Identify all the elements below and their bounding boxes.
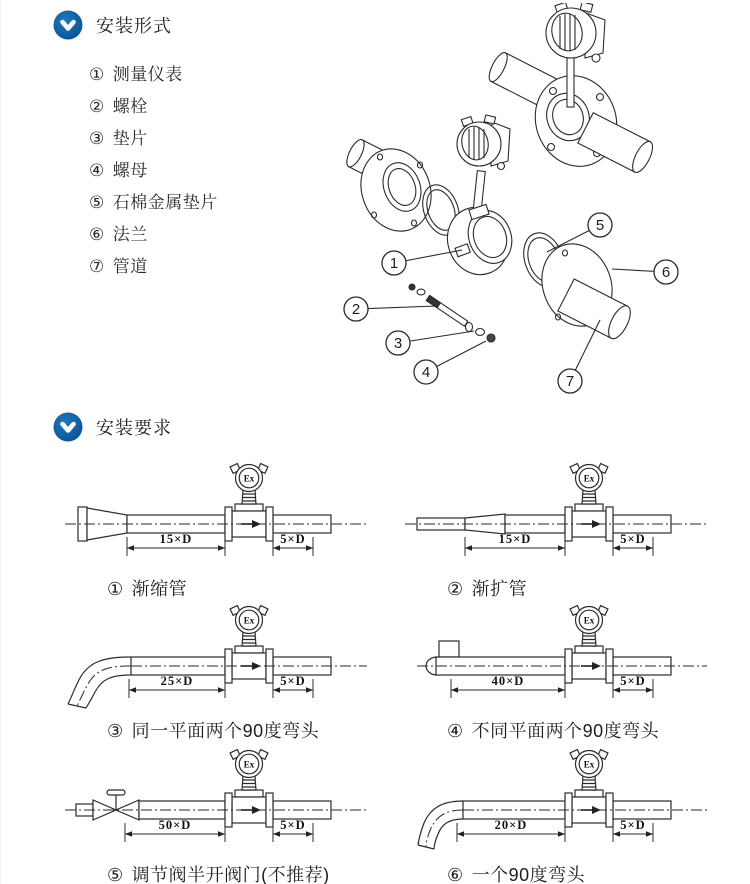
svg-text:5×D: 5×D [280, 532, 306, 546]
svg-text:7: 7 [565, 373, 575, 390]
diagram-caption [107, 717, 373, 743]
part-number: ⑥ [89, 225, 105, 244]
svg-text:4: 4 [421, 364, 431, 381]
section-title: 安装要求 [96, 418, 172, 438]
pipe-diagram-5 [61, 748, 371, 854]
diagram-caption-text: 不同平面两个90度弯头 [471, 721, 660, 741]
svg-text:5×D: 5×D [620, 818, 646, 832]
pipe-diagram-1 [61, 462, 371, 568]
requirement-diagram-3 [61, 604, 373, 743]
diagram-caption-text: 调节阀半开阀门(不推荐) [131, 865, 330, 884]
requirement-diagram-4 [401, 604, 713, 743]
diagram-caption [107, 575, 373, 601]
part-item-7 [89, 251, 218, 283]
svg-text:2: 2 [351, 301, 361, 318]
svg-text:Ex: Ex [583, 473, 595, 484]
diagram-number: ③ [107, 721, 124, 741]
diagram-caption-text: 渐扩管 [471, 579, 528, 599]
svg-text:Ex: Ex [243, 615, 255, 626]
svg-text:5×D: 5×D [280, 818, 306, 832]
diagram-caption [107, 861, 373, 884]
svg-text:50×D: 50×D [158, 818, 192, 832]
svg-text:6: 6 [661, 264, 671, 281]
part-label: 测量仪表 [112, 65, 183, 84]
chevron-down-icon[interactable] [53, 10, 83, 40]
svg-text:Ex: Ex [583, 759, 595, 770]
diagram-number: ① [107, 579, 124, 599]
section-title: 安装形式 [96, 16, 172, 36]
svg-text:5×D: 5×D [620, 674, 646, 688]
svg-text:3: 3 [393, 335, 403, 352]
part-number: ③ [89, 129, 105, 148]
svg-text:15×D: 15×D [498, 532, 532, 546]
part-item-5 [89, 187, 218, 219]
diagram-number: ⑥ [447, 865, 464, 884]
part-label: 石棉金属垫片 [112, 193, 218, 212]
part-number: ⑦ [89, 257, 105, 276]
part-item-6 [89, 219, 218, 251]
svg-text:15×D: 15×D [159, 532, 193, 546]
diagram-caption-text: 同一平面两个90度弯头 [131, 721, 320, 741]
part-item-4 [89, 155, 218, 187]
svg-text:Ex: Ex [583, 615, 595, 626]
diagram-number: ② [447, 579, 464, 599]
svg-text:Ex: Ex [243, 473, 255, 484]
svg-text:5×D: 5×D [620, 532, 646, 546]
part-number: ⑤ [89, 193, 105, 212]
diagram-caption [447, 575, 713, 601]
svg-text:5: 5 [595, 217, 605, 234]
svg-text:20×D: 20×D [494, 818, 528, 832]
requirement-diagram-2 [401, 462, 713, 601]
pipe-diagram-3 [61, 604, 371, 710]
part-item-2 [89, 91, 218, 123]
diagram-caption [447, 861, 713, 884]
pipe-diagram-2 [401, 462, 711, 568]
part-label: 螺栓 [112, 97, 148, 116]
requirement-diagram-6 [401, 748, 713, 884]
exploded-assembly-diagram [334, 3, 744, 400]
part-item-3 [89, 123, 218, 155]
part-number: ④ [89, 161, 105, 180]
requirement-diagram-1 [61, 462, 373, 601]
svg-text:40×D: 40×D [491, 674, 525, 688]
svg-text:5×D: 5×D [280, 674, 306, 688]
part-label: 法兰 [112, 225, 148, 244]
part-number: ① [89, 65, 105, 84]
requirement-diagram-5 [61, 748, 373, 884]
chevron-down-icon[interactable] [53, 412, 83, 442]
svg-text:1: 1 [389, 255, 399, 272]
part-label: 管道 [112, 257, 148, 276]
diagram-caption-text: 渐缩管 [131, 579, 188, 599]
svg-text:25×D: 25×D [160, 674, 194, 688]
part-label: 垫片 [112, 129, 148, 148]
section-header-installation-requirements [53, 412, 172, 442]
diagram-caption-text: 一个90度弯头 [471, 865, 586, 884]
pipe-diagram-4 [401, 604, 711, 710]
diagram-number: ④ [447, 721, 464, 741]
diagram-number: ⑤ [107, 865, 124, 884]
diagram-caption [447, 717, 713, 743]
svg-text:Ex: Ex [243, 759, 255, 770]
part-number: ② [89, 97, 105, 116]
section-header-installation-form [53, 10, 172, 40]
part-item-1 [89, 59, 218, 91]
pipe-diagram-6 [401, 748, 711, 854]
part-label: 螺母 [112, 161, 148, 180]
parts-list [89, 59, 218, 283]
